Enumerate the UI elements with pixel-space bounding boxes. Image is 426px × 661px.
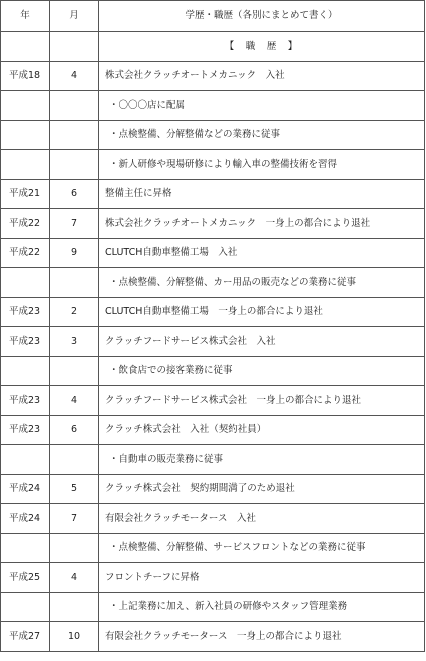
- year-header: 年: [1, 1, 50, 32]
- table-row: [1, 327, 425, 357]
- description-cell: 有限会社クラッチモータース 一身上の都合により退社: [99, 622, 425, 652]
- month-cell: 2: [50, 297, 99, 327]
- table-row: [1, 622, 425, 652]
- section-month-cell: [50, 32, 99, 62]
- month-cell: 6: [50, 179, 99, 209]
- year-cell: 平成27: [1, 622, 50, 652]
- month-cell: [50, 592, 99, 622]
- header-row: [1, 1, 425, 32]
- month-cell: 4: [50, 563, 99, 593]
- year-cell: [1, 91, 50, 121]
- table-row: [1, 120, 425, 150]
- month-cell: 5: [50, 474, 99, 504]
- description-cell: ・点検整備、分解整備、サービスフロントなどの業務に従事: [99, 533, 425, 563]
- table-row: [1, 268, 425, 298]
- description-cell: クラッチ株式会社 入社（契約社員）: [99, 415, 425, 445]
- month-cell: [50, 120, 99, 150]
- description-cell: ・点検整備、分解整備などの業務に従事: [99, 120, 425, 150]
- month-cell: 7: [50, 209, 99, 239]
- description-cell: CLUTCH自動車整備工場 一身上の都合により退社: [99, 297, 425, 327]
- description-cell: ・新人研修や現場研修により輸入車の整備技術を習得: [99, 150, 425, 180]
- table-row: [1, 150, 425, 180]
- section-title: 【 職 歴 】: [99, 32, 425, 62]
- year-cell: 平成23: [1, 386, 50, 416]
- description-cell: CLUTCH自動車整備工場 入社: [99, 238, 425, 268]
- month-cell: 4: [50, 61, 99, 91]
- description-header: 学歴・職歴（各別にまとめて書く）: [99, 1, 425, 32]
- table-row: [1, 297, 425, 327]
- description-cell: クラッチフードサービス株式会社 一身上の都合により退社: [99, 386, 425, 416]
- table-row: [1, 563, 425, 593]
- year-cell: 平成22: [1, 209, 50, 239]
- month-cell: 9: [50, 238, 99, 268]
- table-row: [1, 356, 425, 386]
- year-cell: [1, 120, 50, 150]
- table-row: [1, 61, 425, 91]
- description-cell: 株式会社クラッチオートメカニック 入社: [99, 61, 425, 91]
- year-cell: 平成23: [1, 327, 50, 357]
- table-row: [1, 179, 425, 209]
- year-cell: 平成18: [1, 61, 50, 91]
- description-cell: 整備主任に昇格: [99, 179, 425, 209]
- description-cell: ・〇〇〇店に配属: [99, 91, 425, 121]
- description-cell: ・点検整備、分解整備、カー用品の販売などの業務に従事: [99, 268, 425, 298]
- table-row: [1, 445, 425, 475]
- table-row: [1, 533, 425, 563]
- year-cell: 平成24: [1, 504, 50, 534]
- month-cell: [50, 91, 99, 121]
- year-cell: 平成22: [1, 238, 50, 268]
- year-cell: [1, 268, 50, 298]
- year-cell: [1, 445, 50, 475]
- description-cell: ・自動車の販売業務に従事: [99, 445, 425, 475]
- year-cell: 平成24: [1, 474, 50, 504]
- month-cell: [50, 445, 99, 475]
- year-cell: [1, 592, 50, 622]
- month-cell: [50, 356, 99, 386]
- month-cell: [50, 533, 99, 563]
- description-cell: 株式会社クラッチオートメカニック 一身上の都合により退社: [99, 209, 425, 239]
- year-cell: 平成21: [1, 179, 50, 209]
- month-header: 月: [50, 1, 99, 32]
- month-cell: [50, 150, 99, 180]
- year-cell: 平成23: [1, 297, 50, 327]
- year-cell: [1, 356, 50, 386]
- table-row: [1, 238, 425, 268]
- section-year-cell: [1, 32, 50, 62]
- section-row: [1, 32, 425, 62]
- description-cell: フロントチーフに昇格: [99, 563, 425, 593]
- table-row: [1, 504, 425, 534]
- year-cell: [1, 533, 50, 563]
- table-row: [1, 91, 425, 121]
- month-cell: 6: [50, 415, 99, 445]
- year-cell: [1, 150, 50, 180]
- description-cell: クラッチフードサービス株式会社 入社: [99, 327, 425, 357]
- year-cell: 平成23: [1, 415, 50, 445]
- year-cell: 平成25: [1, 563, 50, 593]
- month-cell: 10: [50, 622, 99, 652]
- description-cell: ・上記業務に加え、新入社員の研修やスタッフ管理業務: [99, 592, 425, 622]
- table-row: [1, 415, 425, 445]
- table-row: [1, 474, 425, 504]
- month-cell: [50, 268, 99, 298]
- description-cell: ・飲食店での接客業務に従事: [99, 356, 425, 386]
- table-row: [1, 592, 425, 622]
- month-cell: 7: [50, 504, 99, 534]
- table-row: [1, 209, 425, 239]
- description-cell: クラッチ株式会社 契約期間満了のため退社: [99, 474, 425, 504]
- month-cell: 4: [50, 386, 99, 416]
- table-row: [1, 386, 425, 416]
- month-cell: 3: [50, 327, 99, 357]
- description-cell: 有限会社クラッチモータース 入社: [99, 504, 425, 534]
